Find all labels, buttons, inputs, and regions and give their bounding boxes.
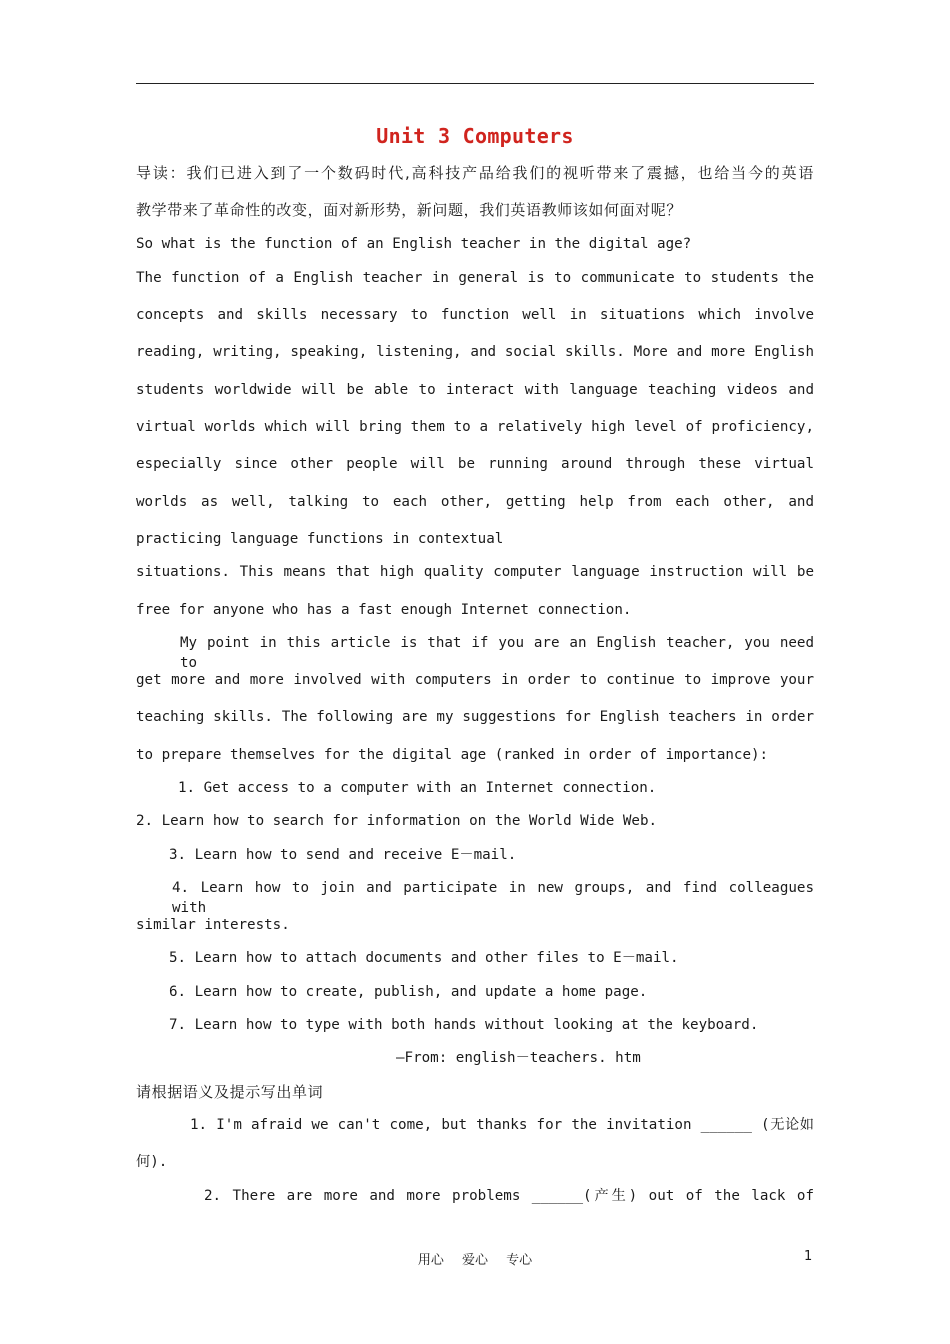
intro-line-1: 导读：我们已进入到了一个数码时代,高科技产品给我们的视听带来了震撼，也给当今的英语 [136, 164, 814, 182]
para1-line: worlds as well, talking to each other, getting help from each other, and [136, 494, 814, 510]
suggestion-item: 5. Learn how to attach documents and other files to E－mail. [169, 950, 679, 966]
header-rule [136, 83, 814, 84]
para1-line: especially since other people will be running around through these virtual [136, 456, 814, 472]
para1-line: The function of a English teacher in general is to communicate to students the [136, 270, 814, 286]
para2-line: teaching skills. The following are my suggestions for English teachers in order [136, 709, 814, 725]
suggestion-item: similar interests. [136, 917, 290, 933]
exercise-heading: 请根据语义及提示写出单词 [136, 1083, 324, 1101]
para1-line: practicing language functions in contextual [136, 531, 504, 547]
exercise-line: 2. There are more and more problems ______(产生) out of the lack of [204, 1188, 814, 1204]
exercise-line: 何). [136, 1154, 168, 1170]
para1-line: situations. This means that high quality computer language instruction will be [136, 564, 814, 580]
para1-line: free for anyone who has a fast enough Internet connection. [136, 602, 632, 618]
page-number: 1 [804, 1249, 813, 1264]
page-title: Unit 3 Computers [376, 124, 574, 148]
para1-line: students worldwide will be able to interact with language teaching videos and [136, 382, 814, 398]
para1-line: reading, writing, speaking, listening, and social skills. More and more English [136, 344, 814, 360]
para1-line: virtual worlds which will bring them to a relatively high level of proficiency, [136, 419, 814, 435]
source-citation: —From: english－teachers. htm [396, 1050, 641, 1066]
suggestion-item: 7. Learn how to type with both hands without looking at the keyboard. [169, 1017, 759, 1033]
question-line: So what is the function of an English teacher in the digital age? [136, 236, 692, 252]
suggestion-item: 2. Learn how to search for information on the World Wide Web. [136, 813, 658, 829]
suggestion-item: 1. Get access to a computer with an Internet connection. [178, 780, 657, 796]
exercise-line: 1. I'm afraid we can't come, but thanks for the invitation ______ (无论如 [190, 1117, 814, 1133]
para1-line: concepts and skills necessary to function well in situations which involve [136, 307, 814, 323]
para2-line: get more and more involved with computers in order to continue to improve your [136, 672, 814, 688]
page-footer: 用心 爱心 专心 [417, 1253, 533, 1268]
suggestion-item: 3. Learn how to send and receive E－mail. [169, 847, 517, 863]
para2-line: My point in this article is that if you are an English teacher, you need to [180, 635, 814, 671]
suggestion-item: 6. Learn how to create, publish, and update a home page. [169, 984, 648, 1000]
intro-line-2: 教学带来了革命性的改变，面对新形势，新问题，我们英语教师该如何面对呢？ [136, 201, 683, 219]
para2-line: to prepare themselves for the digital age (ranked in order of importance): [136, 747, 769, 763]
suggestion-item: 4. Learn how to join and participate in new groups, and find colleagues with [172, 880, 814, 916]
